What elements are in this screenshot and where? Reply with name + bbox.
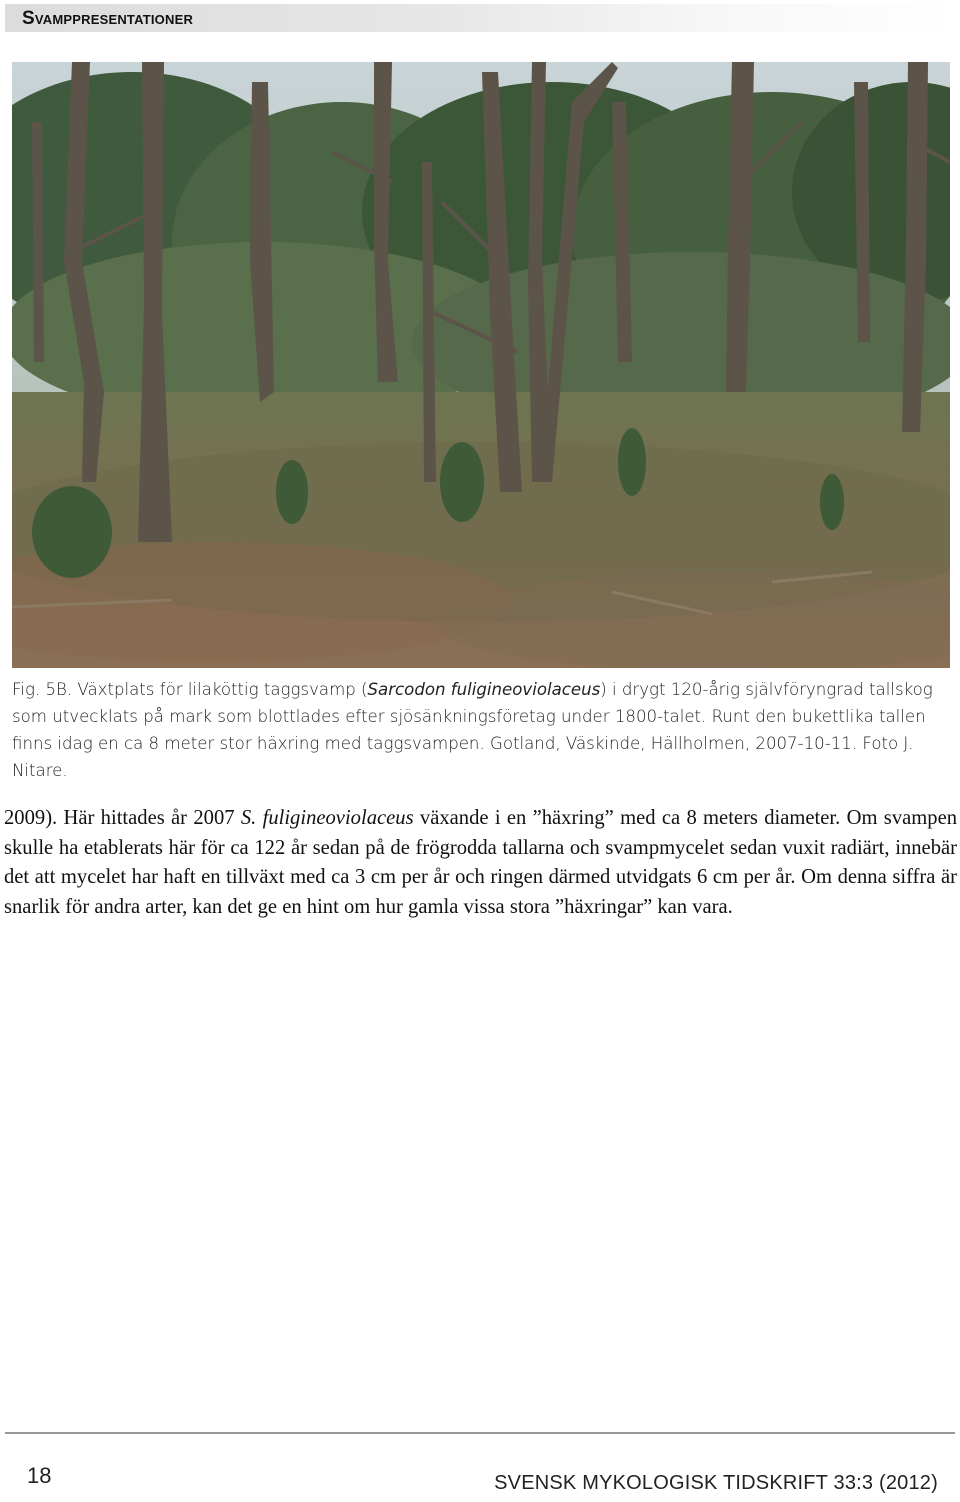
body-text-after-species: växande i en ”häxring” med ca 8 meters diameter. Om svampen skulle ha etablerats här för ca 122 år sedan på de frögrodda tallarna och svampmycelet sedan vuxit radiärt, innebär det att mycelet har haft en tillväxt med ca 3 cm per år och ringen därmed utvidgats 6 cm per år. Om denna siffra är snarlik för andra arter, kan det ge en hint om hur gamla vissa stora ”häxringar” kan vara. (4, 807, 958, 918)
forest-photo-icon (12, 62, 950, 668)
figure-caption (12, 676, 952, 784)
section-header-band (5, 4, 955, 32)
journal-title: SVENSK MYKOLOGISK TIDSKRIFT 33:3 (2012) (494, 1472, 938, 1494)
caption-text-before-species: Växtplats för lilaköttig taggsvamp ( (72, 680, 368, 699)
section-title: Svamppresentationer (22, 8, 194, 29)
footer-divider (5, 1432, 955, 1434)
figure-label: Fig. 5B. (12, 680, 73, 699)
page-number: 18 (27, 1463, 52, 1488)
caption-species-name: Sarcodon fuligineoviolaceus (367, 680, 601, 699)
forest-photo (12, 62, 950, 668)
body-text-before-species: 2009). Här hittades år 2007 (4, 807, 241, 829)
caption-text-after-species: ) i drygt 120-årig självföryngrad tallskog som utvecklats på mark som blottlades efter sjösänkningsföretag under 1800-talet. Runt den bukettlika tallen finns idag en ca 8 meter stor häxring med taggsvampen. Gotland, Väskinde, Hällholmen, 2007-10-11. Foto J. Nitare. (12, 680, 933, 780)
body-paragraph (4, 804, 957, 922)
body-species-name: S. fuligineoviolaceus (240, 807, 414, 829)
